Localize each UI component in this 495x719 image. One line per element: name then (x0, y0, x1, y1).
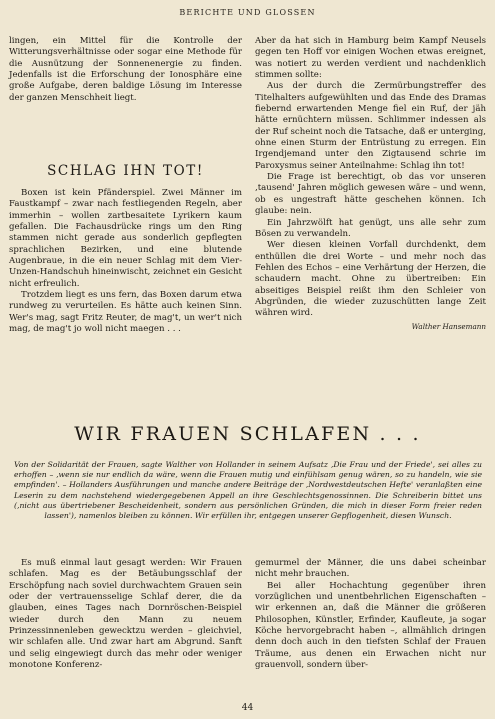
paragraph: Wer diesen kleinen Vorfall durchdenkt, dem enthüllen die drei Worte – und mehr noch das Fehlen des Echos – eine Verhärtung der Herzen, die schaudern macht. Ohne zu übertreiben: Ein abseitiges Beispiel reißt ihm den Schleier von Abgründen, die wieder zuzuschütten lange Zeit währen wird. (255, 240, 486, 319)
paragraph: Die Frage ist berechtigt, ob das vor unseren ‚tausend' Jahren möglich gewesen wäre – und wenn, ob es ungestraft hätte geschehen können. Ich glaube: nein. (255, 172, 486, 217)
paragraph: gemurmel der Männer, die uns dabei scheinbar nicht mehr brauchen. (255, 558, 486, 580)
article-body-right (255, 558, 486, 671)
paragraph: Bei aller Hochachtung gegenüber ihren vorzüglichen und unentbehrlichen Eigenschaften – wir erkennen an, daß die Männer die größeren Philosophen, Künstler, Erfinder, Kaufleute, ja sogar Köche hervorgebracht haben –, allmählich dringen denn doch auch in den tiefsten Schlaf der Frauen Träume, aus denen ein Erwachen nicht nur grauenvoll, sondern über- (255, 580, 486, 671)
paragraph: Aber da hat sich in Hamburg beim Kampf Neusels gegen ten Hoff vor einigen Wochen etwas ereignet, was notiert zu werden verdient und nachdenklich stimmen sollte: (255, 36, 486, 81)
author-signature: Walther Hansemann (411, 321, 486, 331)
article-intro: Von der Solidarität der Frauen, sagte Walther von Hollander in seinem Aufsatz ‚Die Frau und der Friede', sei alles zu erhoffen – ‚wenn sie nur endlich da wäre, wenn die Frauen mutig und einfühlsam genug wären, so zu handeln, wie sie empfinden'. – Hollanders Ausführungen und manche andere Beiträge der ‚Nordwestdeutschen Hefte' veranlaßten eine Leserin zu dem nachstehend wiedergegebenen Appell an ihre Geschlechtsgenossinnen. Die Schreiberin bittet uns (‚nicht aus übertriebener Bescheidenheit, sondern aus persönlichen Gründen, die mich in dieser Form freier reden lassen'), namenlos bleiben zu können. Wir erfüllen ihr, entgegen unserer Gepflogenheit, diesen Wunsch. (14, 460, 482, 521)
paragraph: Aus der durch die Zermürbungstreffer des Titelhalters aufgewühlten und das Ende des Dramas fiebernd erwartenden Menge fiel ein Ruf, der jäh hätte ernüchtern müssen. Schlimmer indessen als der Ruf scheint noch die Tatsache, daß er unterging, ohne einen Sturm der Entrüstung zu erregen. Ein Irgendjemand unter den Zigtausend schrie im Paroxysmus seiner Anteilnahme: Schlag ihn tot! (255, 81, 486, 171)
section-title: SCHLAG IHN TOT! (47, 163, 204, 179)
paragraph: lingen, ein Mittel für die Kontrolle der Witterungsverhältnisse oder sogar eine Methode für die Ausnützung der Sonnenenergie zu finden. Jedenfalls ist die Erforschung der Ionosphäre eine große Aufgabe, deren baldige Lösung im Interesse der ganzen Menschheit liegt. (9, 36, 242, 103)
paragraph: Trotzdem liegt es uns fern, das Boxen darum etwa rundweg zu verurteilen. Es hätte auch keinen Sinn. Wer's mag, sagt Fritz Reuter, de mag't, un wer't nich mag, de mag't jo woll nicht maegen . . . (9, 290, 242, 335)
page-number: 44 (241, 703, 254, 713)
paragraph: Es muß einmal laut gesagt werden: Wir Frauen schlafen. Mag es der Betäubungsschlaf der Erschöpfung nach soviel durchwachtem Grauen sein oder der vertrauensselige Schlaf derer, die da glauben, eines Tages nach Dornröschen-Beispiel wieder durch den Mann zu neuem Prinzessinnenleben gewecktzu werden – gleichviel, wir schlafen alle. Und zwar hart am Abgrund. Sanft und selig eingewiegt durch das mehr oder weniger monotone Konferenz- (9, 558, 242, 671)
paragraph: Boxen ist kein Pfänderspiel. Zwei Männer im Faustkampf – zwar nach festliegenden Regeln, aber immerhin – wollen zartbesaitete Lyrikern kaum gefallen. Die Fachausdrücke rings um den Ring stammen nicht gerade aus sonderlich gepflegten sprachlichen Bezirken, und eine blutende Augenbraue, in die ein neuer Schlag mit dem Vier-Unzen-Handschuh hineinwischt, zeichnet ein Gesicht nicht erfreulich. (9, 188, 242, 289)
article-body-left (9, 558, 242, 671)
running-head: BERICHTE UND GLOSSEN (179, 8, 316, 17)
section-body-left (9, 188, 242, 335)
paragraph: Ein Jahrzwölft hat genügt, uns alle sehr zum Bösen zu verwandeln. (255, 217, 486, 239)
article-title: WIR FRAUEN SCHLAFEN . . . (74, 423, 421, 445)
section-body-right (255, 36, 486, 332)
article-continuation (9, 36, 242, 104)
